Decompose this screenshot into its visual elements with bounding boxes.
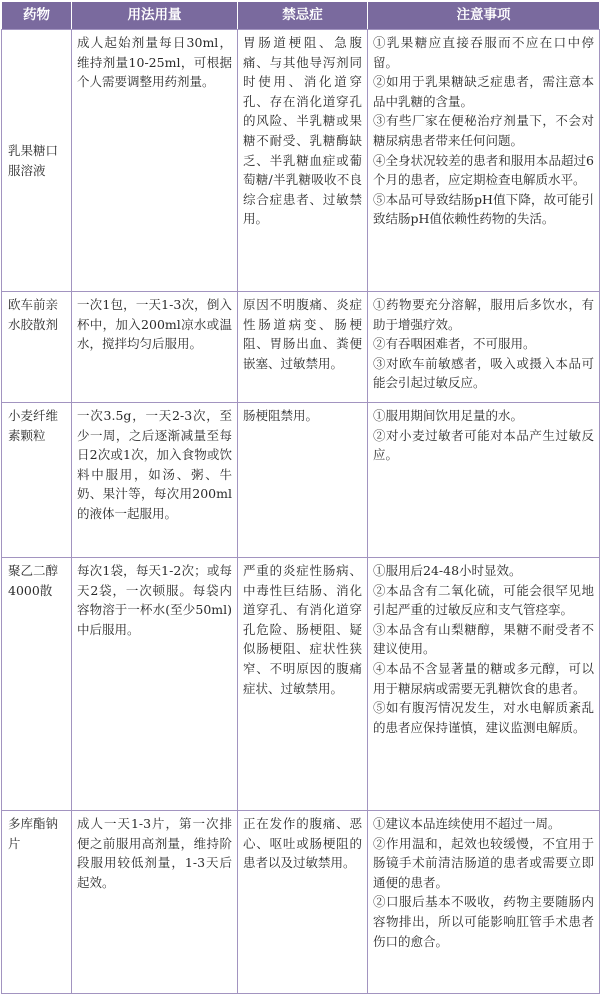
drug-name: 聚乙二醇4000散 (2, 558, 72, 811)
table-row (2, 30, 600, 292)
precaution-item: ③本品含有山梨糖醇，果糖不耐受者不建议使用。 (373, 621, 594, 657)
precautions-cell (368, 558, 600, 811)
precautions-cell (368, 292, 600, 403)
contraindication-cell: 严重的炎症性肠病、中毒性巨结肠、消化道穿孔、有消化道穿孔危险、肠梗阻、疑似肠梗阻、症状性狭窄、不明原因的腹痛症状、过敏禁用。 (238, 558, 368, 811)
dosage-cell: 一次1包，一天1-3次，倒入杯中，加入200ml凉水或温水，搅拌均匀后服用。 (72, 292, 238, 403)
contraindication-cell: 胃肠道梗阻、急腹痛、与其他导泻剂同时使用、消化道穿孔、存在消化道穿孔的风险、半乳糖或果糖不耐受、乳糖酶缺乏、半乳糖血症或葡萄糖/半乳糖吸收不良综合症患者、过敏禁用。 (238, 30, 368, 292)
precaution-item: ②作用温和，起效也较缓慢，不宜用于肠镜手术前清洁肠道的患者或需要立即通便的患者。 (373, 835, 594, 890)
dosage-cell: 成人起始剂量每日30ml，维持剂量10-25ml，可根据个人需要调整用药剂量。 (72, 30, 238, 292)
contraindication-cell: 原因不明腹痛、炎症性肠道病变、肠梗阻、胃肠出血、粪便嵌塞、过敏禁用。 (238, 292, 368, 403)
dosage-cell: 成人一天1-3片，第一次排便之前服用高剂量，维持阶段服用较低剂量，1-3天后起效。 (72, 811, 238, 994)
table-row (2, 811, 600, 994)
precautions-cell (368, 811, 600, 994)
dosage-cell: 一次3.5g，一天2-3次，至少一周，之后逐渐减量至每日2次或1次，加入食物或饮料中服用，如汤、粥、牛奶、果汁等，每次用200ml的液体一起服用。 (72, 403, 238, 558)
precaution-item: ②本品含有二氧化硫，可能会很罕见地引起严重的过敏反应和支气管痉挛。 (373, 582, 594, 618)
precaution-item: ①建议本品连续使用不超过一周。 (373, 816, 561, 831)
precaution-item: ②对小麦过敏者可能对本品产生过敏反应。 (373, 427, 594, 463)
precaution-item: ⑤本品可导致结肠pH值下降，故可能引致结肠pH值依赖性药物的失活。 (373, 191, 594, 227)
drug-name: 多库酯钠片 (2, 811, 72, 994)
precaution-item: ⑤如有腹泻情况发生，对水电解质紊乱的患者应保持谨慎，建议监测电解质。 (373, 700, 594, 735)
header-contraindications: 禁忌症 (238, 2, 368, 30)
precaution-item: ①药物要充分溶解，服用后多饮水，有助于增强疗效。 (373, 297, 594, 332)
table-row (2, 558, 600, 811)
precaution-item: ②有吞咽困难者，不可服用。 (373, 336, 536, 352)
contraindication-cell: 正在发作的腹痛、恶心、呕吐或肠梗阻的患者以及过敏禁用。 (238, 811, 368, 994)
laxative-drug-table (1, 1, 600, 994)
precaution-item: ②口服后基本不吸收，药物主要随肠内容物排出，所以可能影响肛管手术患者伤口的愈合。 (373, 894, 594, 949)
precaution-item: ③有些厂家在便秘治疗剂量下，不会对糖尿病患者带来任何问题。 (373, 113, 594, 148)
precaution-item: ④全身状况较差的患者和服用本品超过6个月的患者，应定期检查电解质水平。 (373, 152, 594, 188)
precaution-item: ①乳果糖应直接吞服而不应在口中停留。 (373, 35, 594, 70)
header-dosage: 用法用量 (72, 2, 238, 30)
contraindication-cell: 肠梗阻禁用。 (238, 403, 368, 558)
precaution-item: ④本品不含显著量的糖或多元醇，可以用于糖尿病或需要无乳糖饮食的患者。 (373, 660, 594, 696)
precautions-cell (368, 403, 600, 558)
precaution-item: ②如用于乳果糖缺乏症患者，需注意本品中乳糖的含量。 (373, 74, 594, 109)
precaution-item: ①服用后24-48小时显效。 (373, 563, 522, 578)
dosage-cell: 每次1袋，每天1-2次；或每天2袋，一次顿服。每袋内容物溶于一杯水(至少50ml)中后服用。 (72, 558, 238, 811)
precaution-item: ①服用期间饮用足量的水。 (373, 408, 524, 423)
table-row (2, 403, 600, 558)
table-row (2, 292, 600, 403)
precaution-item: ③对欧车前敏感者，吸入或摄入本品可能会引起过敏反应。 (373, 355, 594, 391)
header-drug: 药物 (2, 2, 72, 30)
precautions-cell (368, 30, 600, 292)
drug-name: 小麦纤维素颗粒 (2, 403, 72, 558)
table-header-row (2, 2, 600, 30)
drug-name: 乳果糖口服溶液 (2, 30, 72, 292)
drug-table-container (1, 1, 599, 994)
header-precautions: 注意事项 (368, 2, 600, 30)
drug-name: 欧车前亲水胶散剂 (2, 292, 72, 403)
